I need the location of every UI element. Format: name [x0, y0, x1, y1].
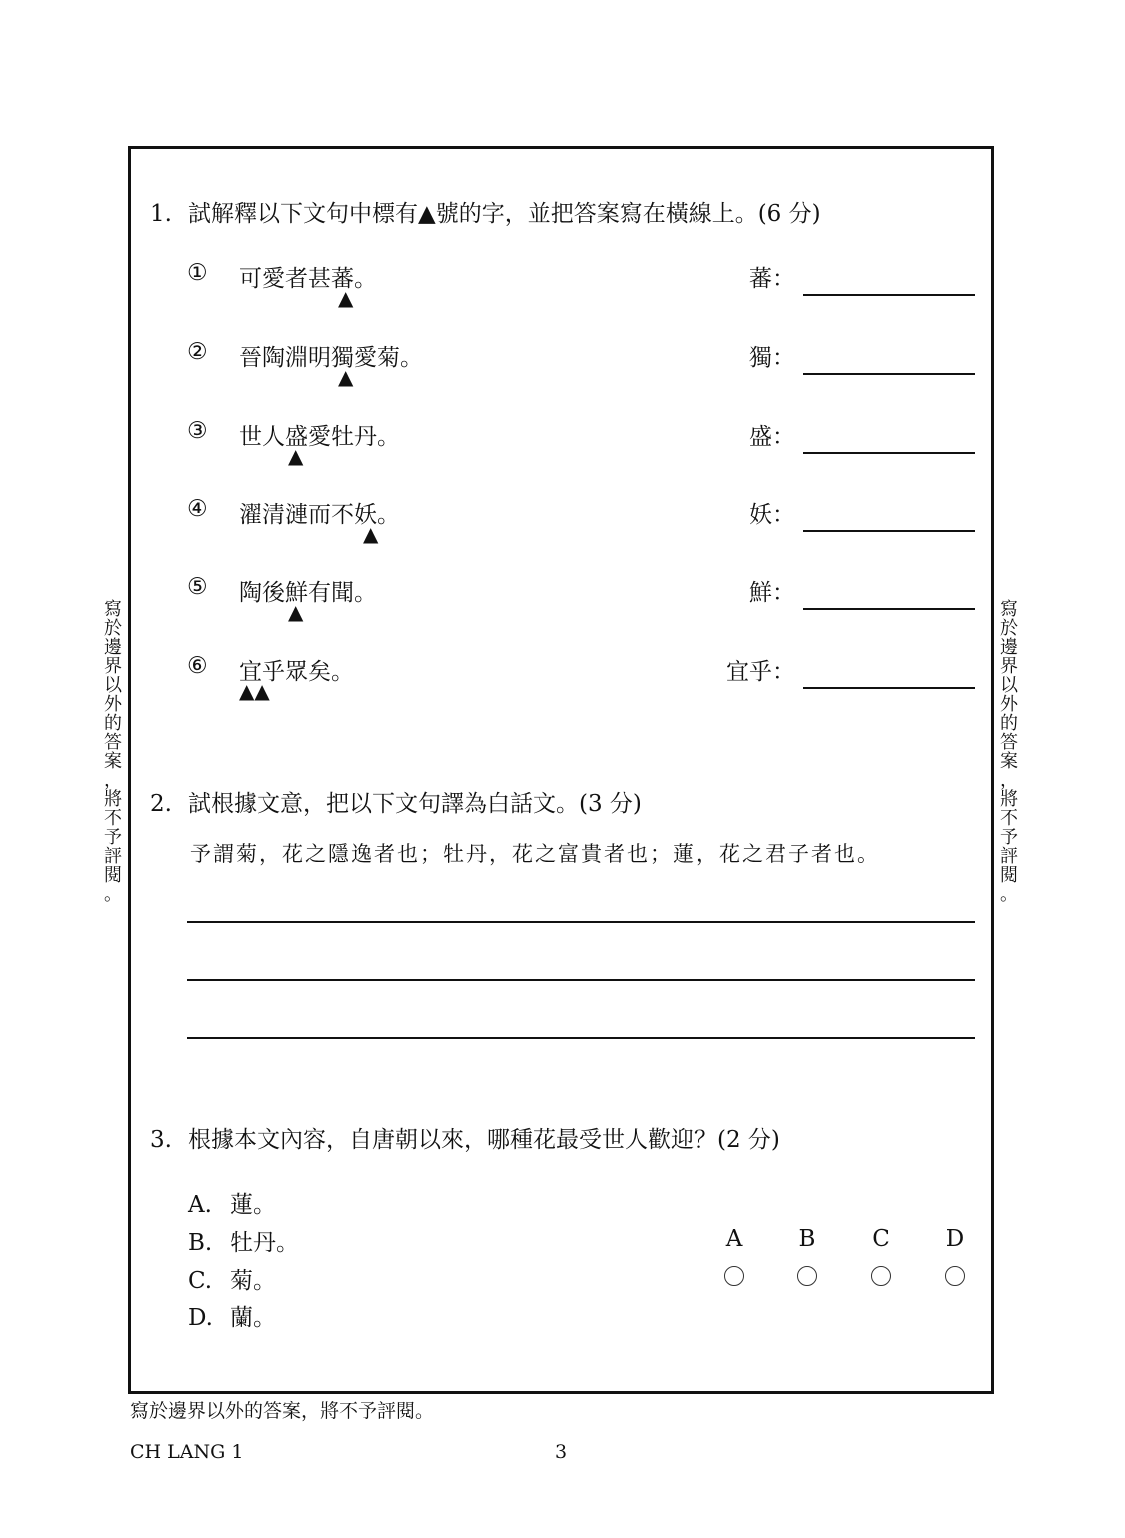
- option-text: 菊。: [230, 1268, 276, 1294]
- question-1-prompt: 試解釋以下文句中標有▲號的字，並把答案寫在橫線上。(6 分): [188, 201, 821, 227]
- item-marker: ⑤: [187, 574, 208, 600]
- q1-item-3: [187, 418, 975, 478]
- item-key: 獨：: [749, 345, 795, 371]
- margin-note-char: 閱: [104, 865, 122, 886]
- triangle-marker: ▲: [288, 444, 304, 468]
- q1-item-1: [187, 260, 975, 320]
- margin-note-char: 案: [104, 751, 122, 772]
- answer-bubble-b[interactable]: [797, 1266, 817, 1286]
- margin-note-char: 邊: [104, 637, 122, 658]
- option-text: 蓮。: [230, 1192, 276, 1218]
- question-1-number: 1.: [150, 201, 172, 227]
- option-label: B.: [188, 1230, 213, 1256]
- margin-note-char: 評: [104, 846, 122, 867]
- option-label: C.: [188, 1268, 213, 1294]
- option-label: D.: [188, 1305, 213, 1331]
- item-key: 妖：: [749, 502, 795, 528]
- question-1-title: [150, 195, 821, 228]
- item-key: 宜乎：: [726, 659, 795, 685]
- margin-note-char: 寫: [104, 599, 122, 620]
- item-marker: ③: [187, 418, 208, 444]
- answer-blank[interactable]: [803, 687, 975, 689]
- item-sentence: 陶後鮮有聞。: [239, 580, 377, 606]
- q2-answer-line-3[interactable]: [187, 1037, 975, 1039]
- margin-note-right: [998, 600, 1020, 904]
- question-3-title: [150, 1121, 780, 1154]
- question-2-number: 2.: [150, 791, 172, 817]
- question-2-prompt: 試根據文意，把以下文句譯為白話文。(3 分): [188, 791, 642, 817]
- footer-note: 寫於邊界以外的答案，將不予評閱。: [130, 1400, 435, 1422]
- answer-bubble-c[interactable]: [871, 1266, 891, 1286]
- margin-note-char: 的: [1000, 713, 1018, 734]
- margin-note-char: 界: [1000, 656, 1018, 677]
- answer-bubble-d[interactable]: [945, 1266, 965, 1286]
- triangle-marker: ▲: [363, 522, 379, 546]
- margin-note-char: ，: [1000, 770, 1018, 791]
- margin-note-char: 的: [104, 713, 122, 734]
- item-sentence: 晉陶淵明獨愛菊。: [239, 345, 423, 371]
- item-key: 盛：: [749, 424, 795, 450]
- margin-note-char: 邊: [1000, 637, 1018, 658]
- margin-note-char: 於: [1000, 618, 1018, 639]
- option-label: A.: [188, 1192, 212, 1218]
- margin-note-char: 予: [1000, 827, 1018, 848]
- triangle-marker: ▲▲: [239, 679, 270, 703]
- triangle-marker: ▲: [288, 600, 304, 624]
- answer-blank[interactable]: [803, 608, 975, 610]
- q1-item-5: [187, 574, 975, 634]
- answer-blank[interactable]: [803, 530, 975, 532]
- margin-note-char: 不: [1000, 808, 1018, 829]
- option-text: 牡丹。: [230, 1230, 299, 1256]
- margin-note-char: 。: [104, 884, 122, 905]
- answer-blank[interactable]: [803, 373, 975, 375]
- item-sentence: 可愛者甚蕃。: [239, 266, 377, 292]
- option-d: [188, 1299, 276, 1332]
- option-c: [188, 1262, 276, 1295]
- margin-note-char: 以: [1000, 675, 1018, 696]
- q1-item-2: [187, 339, 975, 399]
- margin-note-char: 於: [104, 618, 122, 639]
- choice-label-b: B: [798, 1226, 816, 1252]
- q1-item-4: [187, 496, 975, 556]
- answer-blank[interactable]: [803, 294, 975, 296]
- margin-note-char: 外: [104, 694, 122, 715]
- margin-note-char: ，: [104, 770, 122, 791]
- question-2-sentence: 予謂菊，花之隱逸者也；牡丹，花之富貴者也；蓮，花之君子者也。: [190, 842, 880, 866]
- question-3-prompt: 根據本文內容，自唐朝以來，哪種花最受世人歡迎？(2 分): [188, 1127, 780, 1153]
- margin-note-char: 界: [104, 656, 122, 677]
- margin-note-char: 以: [104, 675, 122, 696]
- margin-note-char: 閱: [1000, 865, 1018, 886]
- margin-note-char: 答: [104, 732, 122, 753]
- item-marker: ②: [187, 339, 208, 365]
- margin-note-char: 將: [1000, 789, 1018, 810]
- item-sentence: 濯清漣而不妖。: [239, 502, 400, 528]
- option-text: 蘭。: [230, 1305, 276, 1331]
- margin-note-left: [102, 600, 124, 904]
- q2-answer-line-1[interactable]: [187, 921, 975, 923]
- question-2-title: [150, 785, 642, 818]
- margin-note-char: 寫: [1000, 599, 1018, 620]
- choice-label-a: A: [725, 1226, 743, 1252]
- question-3-number: 3.: [150, 1127, 172, 1153]
- q2-answer-line-2[interactable]: [187, 979, 975, 981]
- item-marker: ①: [187, 260, 208, 286]
- triangle-marker: ▲: [338, 286, 354, 310]
- item-marker: ④: [187, 496, 208, 522]
- margin-note-char: 將: [104, 789, 122, 810]
- margin-note-char: 答: [1000, 732, 1018, 753]
- margin-note-char: 案: [1000, 751, 1018, 772]
- item-sentence: 世人盛愛牡丹。: [239, 424, 400, 450]
- option-a: [188, 1186, 276, 1219]
- item-key: 鮮：: [749, 580, 795, 606]
- item-key: 蕃：: [749, 266, 795, 292]
- answer-bubble-a[interactable]: [724, 1266, 744, 1286]
- triangle-marker: ▲: [338, 365, 354, 389]
- item-marker: ⑥: [187, 653, 208, 679]
- option-b: [188, 1224, 299, 1257]
- answer-blank[interactable]: [803, 452, 975, 454]
- margin-note-char: 評: [1000, 846, 1018, 867]
- choice-label-c: C: [872, 1226, 890, 1252]
- page-number: 3: [555, 1441, 568, 1463]
- margin-note-char: 不: [104, 808, 122, 829]
- margin-note-char: 。: [1000, 884, 1018, 905]
- item-sentence: 宜乎眾矣。: [239, 659, 354, 685]
- paper-code: CH LANG 1: [130, 1441, 244, 1463]
- choice-label-d: D: [945, 1226, 965, 1252]
- q1-item-6: [187, 653, 975, 713]
- margin-note-char: 外: [1000, 694, 1018, 715]
- margin-note-char: 予: [104, 827, 122, 848]
